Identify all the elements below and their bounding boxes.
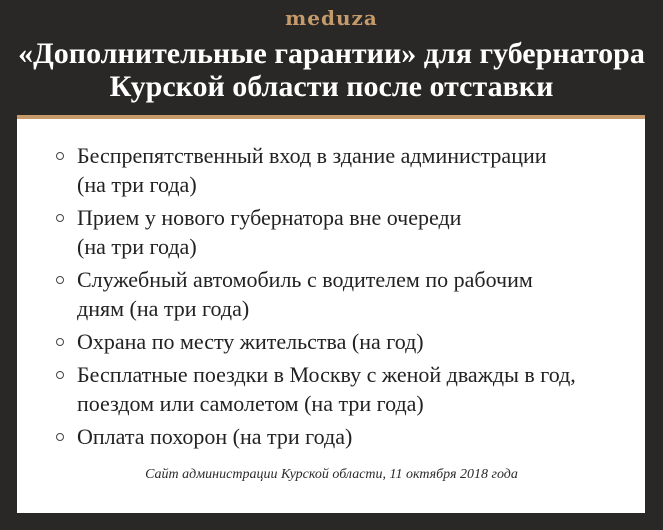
title-line-1: «Дополнительные гарантии» для губернатора bbox=[18, 37, 645, 70]
source-caption: Сайт администрации Курской области, 11 октября 2018 года bbox=[145, 467, 518, 482]
list-item bbox=[17, 265, 637, 323]
bullet-circle-icon bbox=[56, 371, 64, 379]
guarantees-list bbox=[17, 141, 637, 455]
bullet-circle-icon bbox=[56, 276, 64, 284]
list-item-line: (на три года) bbox=[77, 234, 197, 259]
list-item-line: Прием у нового губернатора вне очереди bbox=[77, 205, 462, 230]
card-accent-bar bbox=[17, 115, 645, 119]
list-item-line: Бесплатные поездки в Москву с женой дважды в год, bbox=[77, 362, 576, 387]
bullet-circle-icon bbox=[56, 214, 64, 222]
title-line-2: Курской области после отставки bbox=[109, 70, 554, 103]
list-item-line: (на три года) bbox=[77, 172, 197, 197]
list-item bbox=[17, 203, 637, 261]
list-item bbox=[17, 422, 637, 451]
list-item bbox=[17, 141, 637, 199]
list-item bbox=[17, 327, 637, 356]
list-item-line: Служебный автомобиль с водителем по рабочим bbox=[77, 267, 533, 292]
bullet-circle-icon bbox=[56, 433, 64, 441]
bullet-circle-icon bbox=[56, 152, 64, 160]
list-item-line: поездом или самолетом (на три года) bbox=[77, 391, 424, 416]
bullet-circle-icon bbox=[56, 338, 64, 346]
meduza-logo: meduza bbox=[285, 6, 378, 30]
list-item-line: Оплата похорон (на три года) bbox=[77, 424, 353, 449]
list-item-line: Беспрепятственный вход в здание администрации bbox=[77, 143, 547, 168]
content-card bbox=[17, 115, 645, 513]
list-item bbox=[17, 360, 637, 418]
list-item-line: Охрана по месту жительства (на год) bbox=[77, 329, 424, 354]
page-title bbox=[0, 37, 663, 103]
list-item-line: дням (на три года) bbox=[77, 296, 250, 321]
